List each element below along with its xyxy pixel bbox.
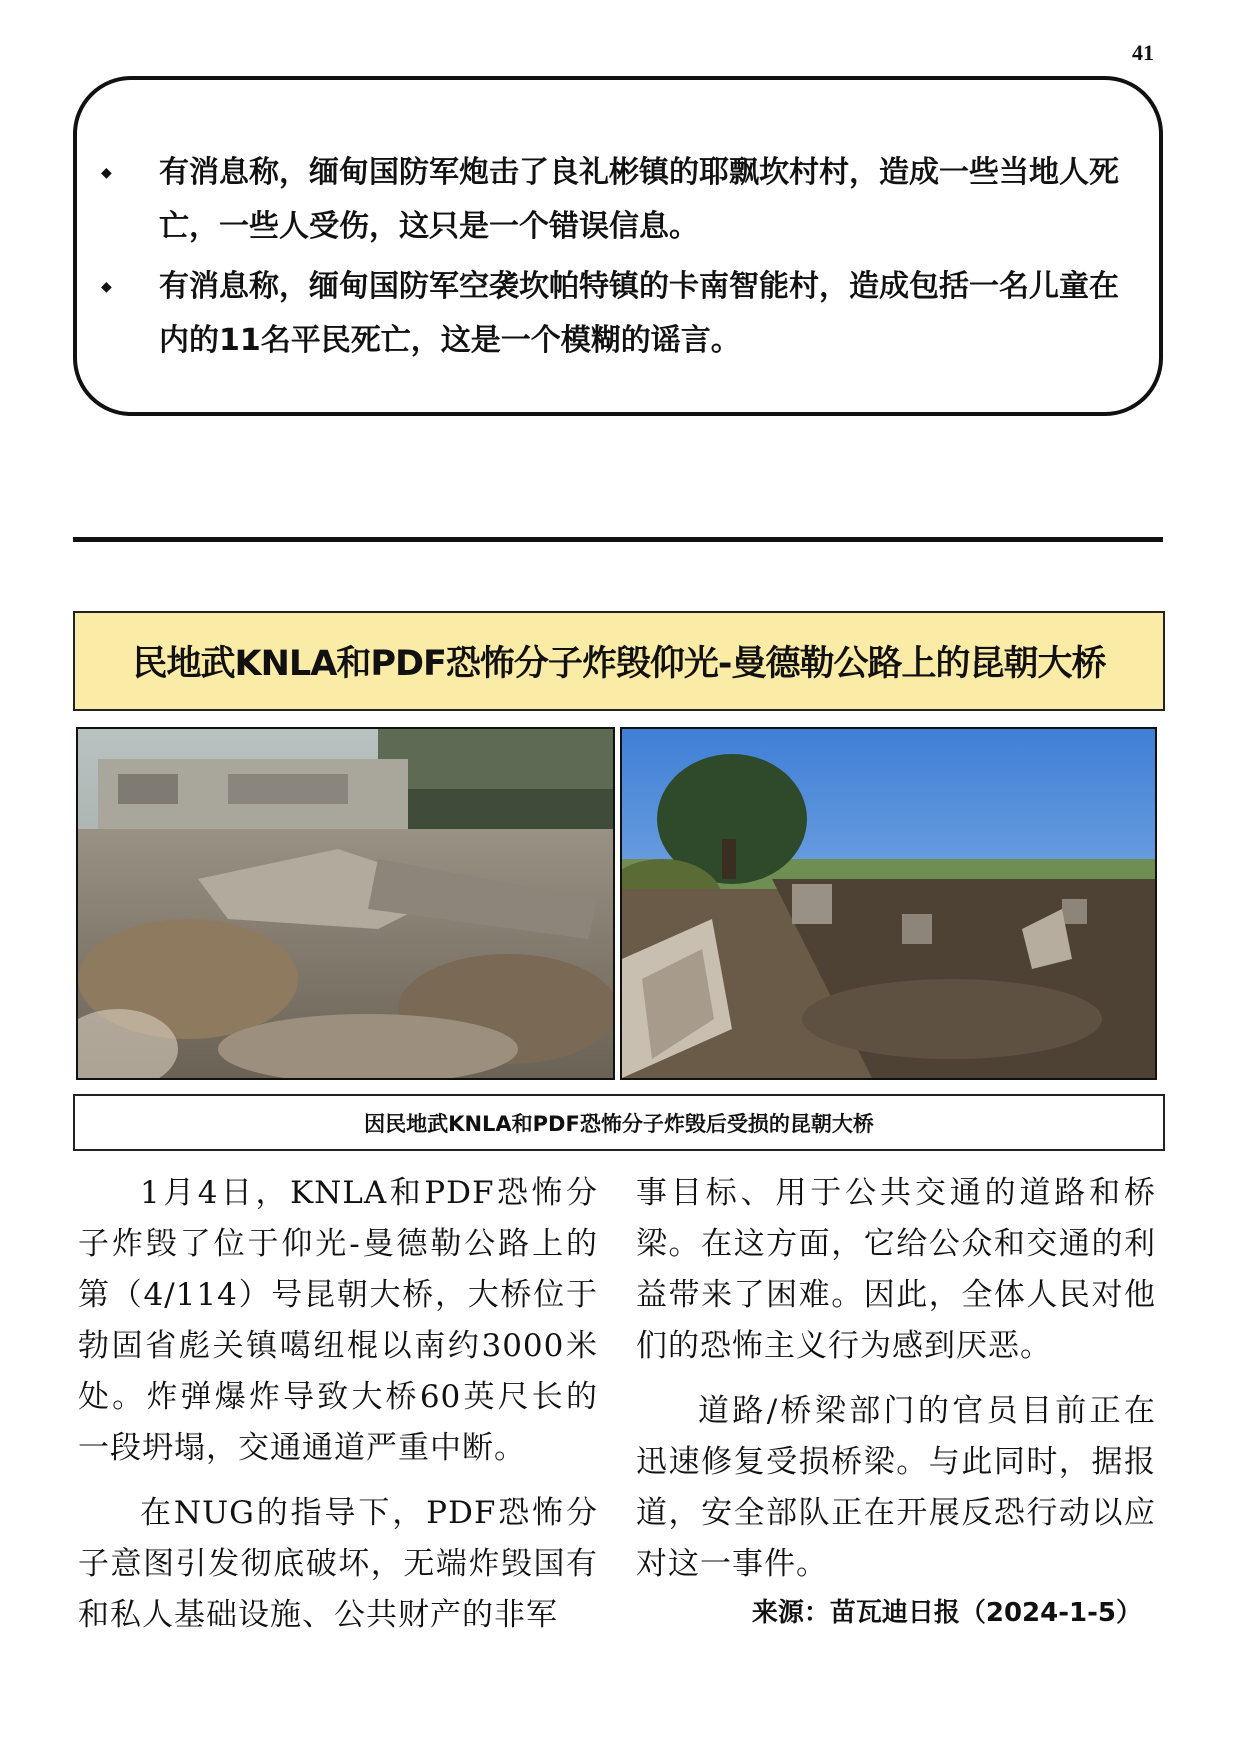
article-column-right bbox=[636, 1168, 1156, 1604]
article-paragraph: 道路/桥梁部门的官员目前正在迅速修复受损桥梁。与此同时，据报道，安全部队正在开展反恐行动以应对这一事件。 bbox=[636, 1393, 1156, 1582]
article-paragraph: 1月4日，KNLA和PDF恐怖分子炸毁了位于仰光-曼德勒公路上的第（4/114）号昆朝大桥，大桥位于勃固省彪关镇噶纽棍以南约3000米处。炸弹爆炸导致大桥60英尺长的一段坍塌，交通通道严重中断。 bbox=[78, 1175, 598, 1466]
photo-caption: 因民地武KNLA和PDF恐怖分子炸毁后受损的昆朝大桥 bbox=[73, 1094, 1165, 1151]
notice-box bbox=[73, 76, 1163, 416]
bridge-ruins-photo-right bbox=[620, 727, 1157, 1080]
notice-item-text: 有消息称，缅甸国防军空袭坎帕特镇的卡南智能村，造成包括一名儿童在内的11名平民死亡，这是一个模糊的谣言。 bbox=[159, 269, 1119, 358]
diamond-bullet-icon: ◆ bbox=[101, 165, 112, 181]
article-source: 来源：苗瓦迪日报（2024-1-5） bbox=[751, 1598, 1142, 1628]
article-column-left bbox=[78, 1168, 598, 1655]
notice-item-text: 有消息称，缅甸国防军炮击了良礼彬镇的耶飘坎村村，造成一些当地人死亡，一些人受伤，这只是一个错误信息。 bbox=[159, 155, 1119, 244]
section-divider bbox=[73, 537, 1163, 542]
bridge-ruins-photo-left bbox=[76, 727, 615, 1080]
article-headline: 民地武KNLA和PDF恐怖分子炸毁仰光-曼德勒公路上的昆朝大桥 bbox=[73, 611, 1165, 711]
notice-item bbox=[101, 146, 1141, 254]
notice-item bbox=[101, 260, 1141, 368]
diamond-bullet-icon: ◆ bbox=[101, 279, 112, 295]
article-paragraph: 在NUG的指导下，PDF恐怖分子意图引发彻底破坏，无端炸毁国有和私人基础设施、公共财产的非军 bbox=[78, 1495, 598, 1633]
article-paragraph: 事目标、用于公共交通的道路和桥梁。在这方面，它给公众和交通的利益带来了困难。因此，全体人民对他们的恐怖主义行为感到厌恶。 bbox=[636, 1175, 1156, 1364]
page-number: 41 bbox=[1132, 40, 1154, 65]
